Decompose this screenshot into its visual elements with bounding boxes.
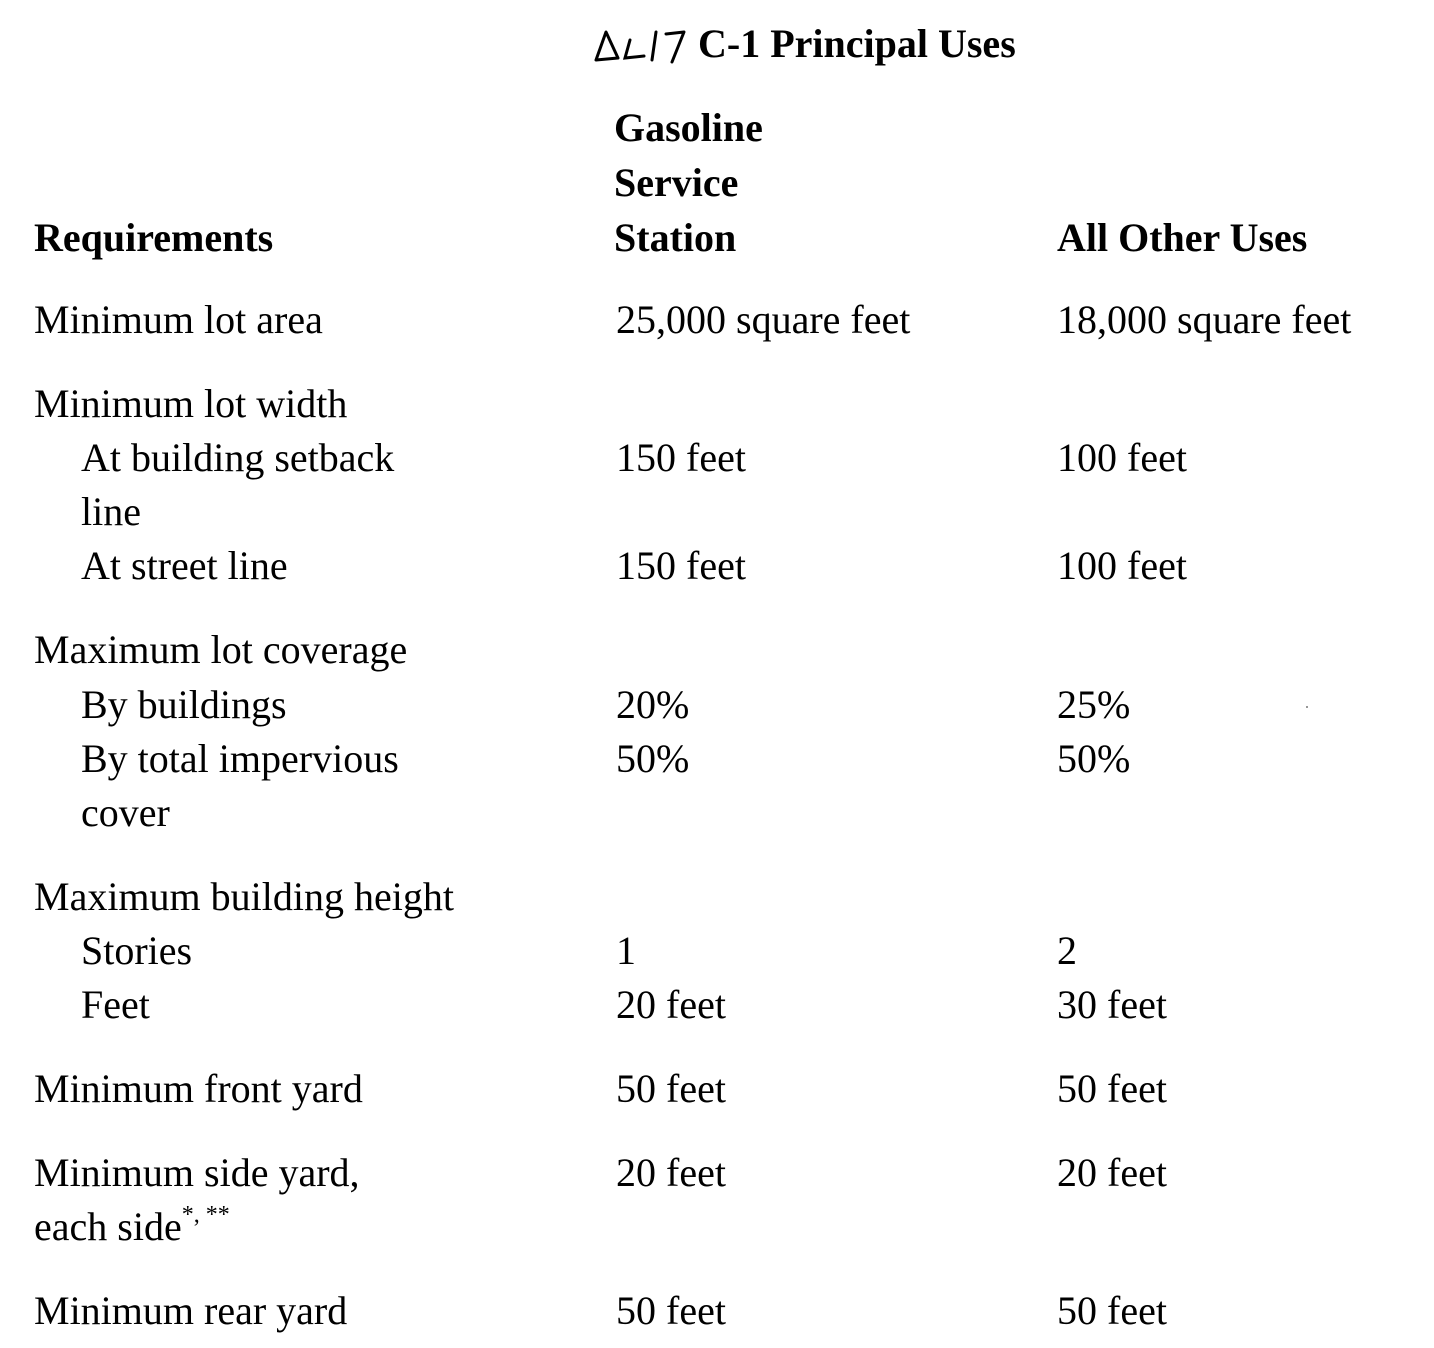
label-min-side-yard bbox=[34, 1146, 360, 1254]
header-gasoline-line2: Service bbox=[614, 160, 739, 205]
label-by-impervious-2: cover bbox=[81, 790, 170, 835]
label-min-lot-area: Minimum lot area bbox=[34, 297, 323, 342]
scan-speck bbox=[1306, 706, 1308, 708]
value-other-feet: 30 feet bbox=[1057, 982, 1167, 1027]
label-max-building-height: Maximum building height bbox=[34, 874, 454, 919]
value-other-min-front-yard: 50 feet bbox=[1057, 1066, 1167, 1111]
value-gas-stories: 1 bbox=[616, 928, 636, 973]
label-setback-line bbox=[81, 431, 394, 539]
label-setback-line-1: At building setback bbox=[81, 435, 395, 480]
value-gas-feet: 20 feet bbox=[616, 982, 726, 1027]
header-gasoline-service-station bbox=[614, 100, 763, 265]
label-min-front-yard: Minimum front yard bbox=[34, 1066, 363, 1111]
label-min-lot-width: Minimum lot width bbox=[34, 381, 348, 426]
value-other-by-impervious: 50% bbox=[1057, 736, 1131, 781]
value-other-min-side-yard: 20 feet bbox=[1057, 1150, 1167, 1195]
value-gas-min-lot-area: 25,000 square feet bbox=[616, 297, 911, 342]
label-feet: Feet bbox=[81, 982, 150, 1027]
header-all-other-uses: All Other Uses bbox=[1057, 215, 1308, 260]
header-gasoline-line3: Station bbox=[614, 215, 737, 260]
value-gas-min-side-yard: 20 feet bbox=[616, 1150, 726, 1195]
label-min-side-yard-2-wrap bbox=[34, 1200, 360, 1254]
label-min-side-yard-1: Minimum side yard, bbox=[34, 1150, 360, 1195]
value-gas-street-line: 150 feet bbox=[616, 543, 746, 588]
page-title bbox=[592, 14, 1016, 74]
value-other-min-lot-area: 18,000 square feet bbox=[1057, 297, 1352, 342]
label-min-side-yard-2: each side bbox=[34, 1204, 182, 1249]
value-other-street-line: 100 feet bbox=[1057, 543, 1187, 588]
label-by-impervious-1: By total impervious bbox=[81, 736, 399, 781]
value-other-stories: 2 bbox=[1057, 928, 1077, 973]
value-gas-by-impervious: 50% bbox=[616, 736, 690, 781]
value-other-setback-line: 100 feet bbox=[1057, 435, 1187, 480]
label-setback-line-2: line bbox=[81, 489, 141, 534]
value-gas-by-buildings: 20% bbox=[616, 682, 690, 727]
label-min-rear-yard: Minimum rear yard bbox=[34, 1288, 348, 1333]
value-gas-min-rear-yard: 50 feet bbox=[616, 1288, 726, 1333]
label-by-impervious bbox=[81, 732, 399, 840]
value-other-min-rear-yard: 50 feet bbox=[1057, 1288, 1167, 1333]
value-gas-setback-line: 150 feet bbox=[616, 435, 746, 480]
value-other-by-buildings: 25% bbox=[1057, 682, 1131, 727]
footnote-marks: *, ** bbox=[181, 1202, 230, 1228]
label-street-line: At street line bbox=[81, 543, 288, 588]
label-by-buildings: By buildings bbox=[81, 682, 287, 727]
value-gas-min-front-yard: 50 feet bbox=[616, 1066, 726, 1111]
header-gasoline-line1: Gasoline bbox=[614, 105, 763, 150]
handwritten-mark-icon bbox=[592, 22, 692, 66]
header-requirements: Requirements bbox=[34, 215, 274, 260]
title-text: C-1 Principal Uses bbox=[698, 21, 1016, 66]
label-stories: Stories bbox=[81, 928, 193, 973]
label-max-lot-coverage: Maximum lot coverage bbox=[34, 627, 408, 672]
